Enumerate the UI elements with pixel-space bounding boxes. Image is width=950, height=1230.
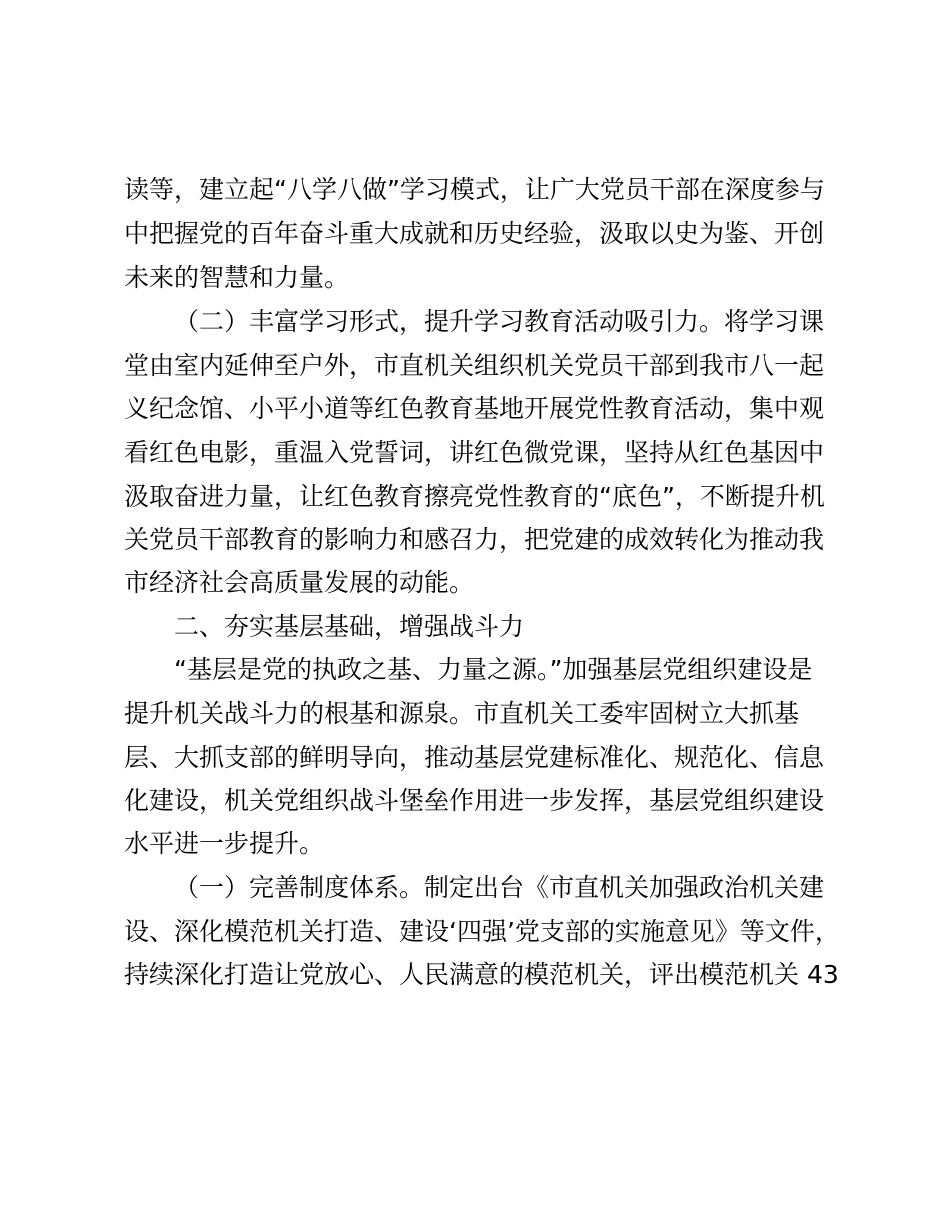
text-line: “基层是党的执政之基、力量之源。”加强基层党组织建设是 [174,655,813,684]
text-line: 持续深化打造让党放心、人民满意的模范机关，评出模范机关 43 [124,960,839,989]
text-line: 层、大抓支部的鲜明导向，推动基层党建标准化、规范化、信息 [124,743,825,772]
text-line: 义纪念馆、小平小道等红色教育基地开展党性教育活动，集中观 [124,394,825,423]
text-line: 市经济社会高质量发展的动能。 [124,568,475,597]
text-line: 看红色电影，重温入党誓词，讲红色微党课，坚持从红色基因中 [124,438,825,467]
text-line: 堂由室内延伸至户外，市直机关组织机关党员干部到我市八一起 [124,351,825,380]
text-line: （二）丰富学习形式，提升学习教育活动吸引力。将学习课 [174,307,825,336]
text-line: 关党员干部教育的影响力和感召力，把党建的成效转化为推动我 [124,525,825,554]
section-heading: 二、夯实基层基础，增强战斗力 [174,612,525,641]
text-line: 未来的智慧和力量。 [124,263,350,292]
text-line: 水平进一步提升。 [124,829,325,858]
text-line: 中把握党的百年奋斗重大成就和历史经验，汲取以史为鉴、开创 [124,219,825,248]
text-line: 提升机关战斗力的根基和源泉。市直机关工委牢固树立大抓基 [124,699,800,728]
text-line: 汲取奋进力量，让红色教育擦亮党性教育的“底色”，不断提升机 [124,482,825,511]
text-line: 读等，建立起“八学八做”学习模式，让广大党员干部在深度参与 [124,175,825,204]
text-line: 设、深化模范机关打造、建设‘四强’党支部的实施意见》等文件， [124,917,840,946]
text-line: （一）完善制度体系。制定出台《市直机关加强政治机关建 [174,873,825,902]
text-line: 化建设，机关党组织战斗堡垒作用进一步发挥，基层党组织建设 [124,786,825,815]
